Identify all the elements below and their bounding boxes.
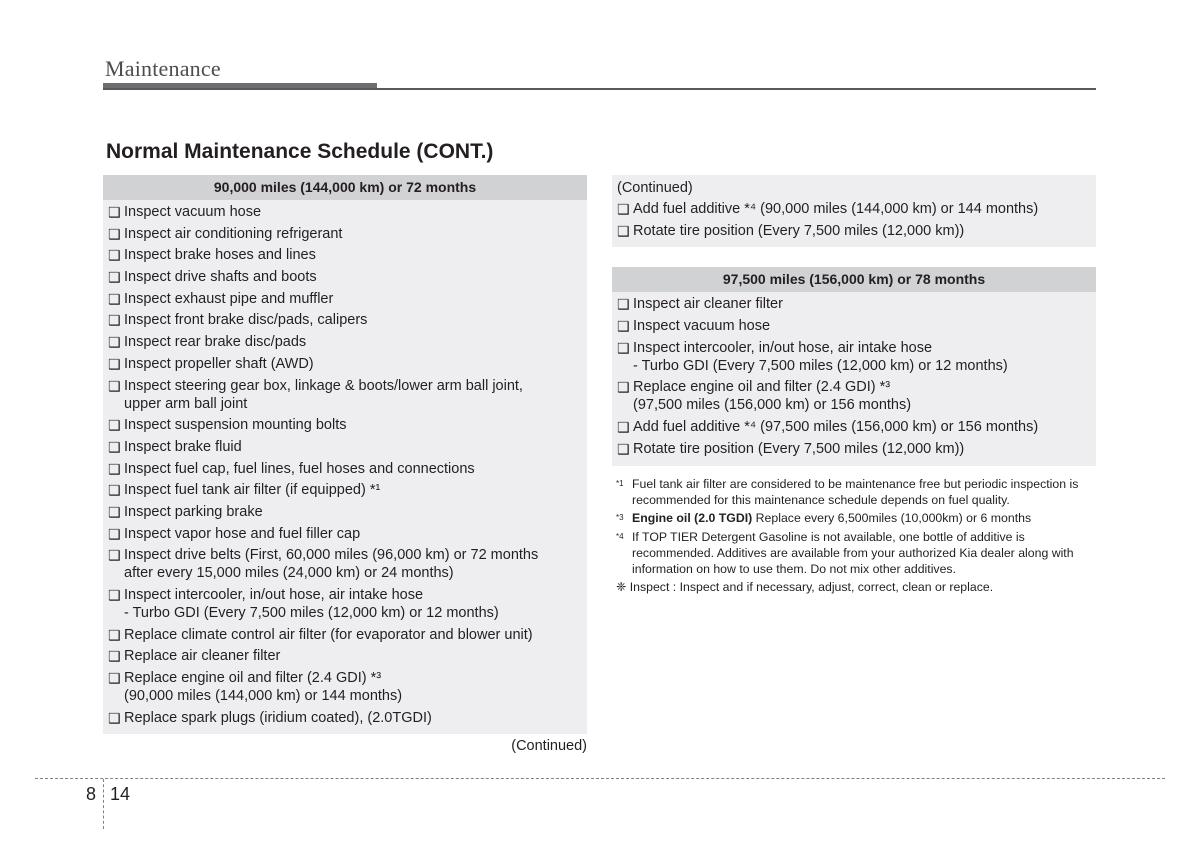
checklist-item-text: Rotate tire position (Every 7,500 miles (12,000 km)) (633, 222, 965, 239)
checklist-item-text: Inspect suspension mounting bolts (124, 417, 347, 434)
inspect-footnote: ❈ Inspect : Inspect and if necessary, adjust, correct, clean or replace. (616, 580, 994, 594)
checklist-item (612, 339, 1096, 375)
checklist-item-text: Inspect steering gear box, linkage & boots/lower arm ball joint, upper arm ball joint (124, 377, 523, 412)
checkbox-icon: ❑ (108, 482, 121, 499)
left-schedule-heading: 90,000 miles (144,000 km) or 72 months (103, 175, 587, 200)
checklist-item (612, 222, 1096, 240)
checklist-item-text: Inspect vacuum hose (124, 204, 262, 220)
checkbox-icon: ❑ (108, 417, 121, 434)
checklist-item (612, 378, 1096, 414)
checklist-item-text: Inspect parking brake (124, 503, 263, 520)
checklist-item-text: Inspect vacuum hose (633, 318, 771, 335)
checklist-item (103, 546, 587, 582)
checkbox-icon: ❑ (108, 709, 121, 726)
checklist-item-text: Inspect air conditioning refrigerant (124, 225, 343, 242)
checklist-item (103, 481, 587, 499)
section-label: Maintenance (105, 56, 221, 81)
checkbox-icon: ❑ (108, 247, 121, 264)
checklist-item-text: Inspect intercooler, in/out hose, air intake hose - Turbo GDI (Every 7,500 miles (12,000 km) or 12 months) (633, 339, 1008, 374)
checklist-item-text: Rotate tire position (Every 7,500 miles (12,000 km)) (633, 440, 965, 457)
footnote-body: If TOP TIER Detergent Gasoline is not available, one bottle of additive is recommended. Additives are available from your authorized Kia dealer along with information on how to use them. Do not mix other additives. (632, 529, 1074, 576)
checkbox-icon: ❑ (108, 547, 121, 564)
checkbox-icon: ❑ (108, 204, 121, 220)
footnote-item (612, 476, 1096, 508)
checkbox-icon: ❑ (617, 339, 630, 356)
checklist-item-text: Add fuel additive *⁴ (97,500 miles (156,000 km) or 156 months) (633, 419, 1039, 436)
right-schedule-list (612, 292, 1096, 465)
checkbox-icon: ❑ (108, 670, 121, 687)
checkbox-icon: ❑ (617, 379, 630, 396)
footnote-marker: *4 (616, 531, 624, 541)
chapter-number: 8 (86, 784, 97, 804)
checklist-item-text: Inspect rear brake disc/pads (124, 334, 307, 351)
checklist-item-text: Replace air cleaner filter (124, 648, 281, 665)
checkbox-icon: ❑ (108, 225, 121, 242)
right-column (612, 175, 1096, 595)
checklist-item-text: Inspect fuel cap, fuel lines, fuel hoses and connections (124, 460, 475, 477)
checkbox-icon: ❑ (108, 290, 121, 307)
checklist-item (103, 503, 587, 521)
right-top-list (612, 200, 1096, 240)
checklist-item-text: Inspect brake fluid (124, 438, 242, 455)
checklist-item-text: Replace engine oil and filter (2.4 GDI) *³ (97,500 miles (156,000 km) or 156 months) (633, 379, 912, 414)
checkbox-icon: ❑ (108, 355, 121, 372)
checkbox-icon: ❑ (108, 312, 121, 329)
checklist-item-text: Inspect air cleaner filter (633, 296, 783, 313)
checklist-item (103, 377, 587, 413)
checklist-item (103, 290, 587, 308)
right-schedule-heading: 97,500 miles (156,000 km) or 78 months (612, 267, 1096, 292)
checklist-item-text: Replace engine oil and filter (2.4 GDI) *³ (90,000 miles (144,000 km) or 144 months) (124, 670, 403, 705)
checklist-item (103, 586, 587, 622)
checkbox-icon: ❑ (617, 201, 630, 217)
footnote-bold-label: Engine oil (2.0 TGDI) (632, 511, 753, 525)
checkbox-icon: ❑ (108, 503, 121, 520)
checklist-item (103, 669, 587, 705)
checklist-item (103, 525, 587, 543)
checklist-item (103, 647, 587, 665)
footnote-item (612, 510, 1096, 526)
footer-dashed-divider (103, 779, 104, 829)
left-continued-label: (Continued) (511, 738, 587, 755)
checklist-item-text: Inspect vapor hose and fuel filler cap (124, 525, 361, 542)
footnote-body: Replace every 6,500miles (10,000km) or 6 months (752, 511, 1032, 525)
checklist-item (103, 225, 587, 243)
right-continued-box (612, 175, 1096, 247)
checklist-item-text: Inspect propeller shaft (AWD) (124, 355, 314, 372)
left-column (103, 175, 587, 754)
checklist-item-text: Inspect drive belts (First, 60,000 miles (96,000 km) or 72 months after every 15,000 miles (24,000 km) or 24 months) (124, 547, 539, 582)
page-title: Normal Maintenance Schedule (CONT.) (106, 140, 494, 163)
footer-dashed-rule (35, 778, 1165, 779)
checklist-item (103, 460, 587, 478)
checklist-item (103, 246, 587, 264)
left-schedule-list (103, 200, 587, 734)
footnote-marker: *3 (616, 513, 624, 522)
checklist-item-text: Inspect fuel tank air filter (if equipped) *¹ (124, 482, 381, 499)
checkbox-icon: ❑ (108, 648, 121, 665)
checkbox-icon: ❑ (108, 587, 121, 603)
checkbox-icon: ❑ (108, 525, 121, 542)
checkbox-icon: ❑ (617, 419, 630, 436)
header-rule-thin (103, 88, 1096, 90)
footnote-body: Fuel tank air filter are considered to be maintenance free but periodic inspection is recommended for this maintenance schedule depends on fuel quality. (632, 476, 1079, 507)
checklist-item (103, 626, 587, 644)
checklist-item-text: Inspect exhaust pipe and muffler (124, 290, 334, 307)
checklist-item-text: Inspect intercooler, in/out hose, air intake hose - Turbo GDI (Every 7,500 miles (12,000 km) or 12 months) (124, 587, 499, 621)
checklist-item (103, 355, 587, 373)
checkbox-icon: ❑ (108, 377, 121, 394)
checklist-item (612, 317, 1096, 335)
page-number: 14 (110, 784, 131, 804)
footnote-item (612, 529, 1096, 577)
checklist-item (612, 440, 1096, 458)
checklist-item (103, 311, 587, 329)
checklist-item-text: Replace spark plugs (iridium coated), (2.0TGDI) (124, 709, 432, 726)
checkbox-icon: ❑ (108, 334, 121, 351)
checkbox-icon: ❑ (617, 318, 630, 335)
footnote-text (632, 476, 1096, 508)
checklist-item (103, 709, 587, 727)
footnotes (612, 476, 1096, 577)
checkbox-icon: ❑ (108, 460, 121, 477)
checklist-item (103, 416, 587, 434)
checklist-item-text: Inspect brake hoses and lines (124, 247, 316, 264)
checklist-item-text: Add fuel additive *⁴ (90,000 miles (144,000 km) or 144 months) (633, 201, 1039, 217)
checklist-item-text: Inspect front brake disc/pads, calipers (124, 312, 368, 329)
checklist-item (612, 200, 1096, 218)
checklist-item-text: Inspect drive shafts and boots (124, 269, 317, 286)
checklist-item (103, 438, 587, 456)
spacer (612, 247, 1096, 267)
checklist-item (103, 203, 587, 221)
checkbox-icon: ❑ (617, 222, 630, 239)
checkbox-icon: ❑ (617, 296, 630, 313)
checkbox-icon: ❑ (108, 269, 121, 286)
checklist-item (103, 333, 587, 351)
footnote-text (632, 529, 1096, 577)
checklist-item (612, 295, 1096, 313)
checklist-item (612, 418, 1096, 436)
checkbox-icon: ❑ (617, 440, 630, 457)
footnote-marker: *1 (616, 478, 624, 488)
footnote-text (632, 510, 1096, 526)
checklist-item-text: Replace climate control air filter (for evaporator and blower unit) (124, 626, 533, 643)
right-continued-label: (Continued) (617, 180, 693, 196)
checkbox-icon: ❑ (108, 626, 121, 643)
checklist-item (103, 268, 587, 286)
checkbox-icon: ❑ (108, 438, 121, 455)
